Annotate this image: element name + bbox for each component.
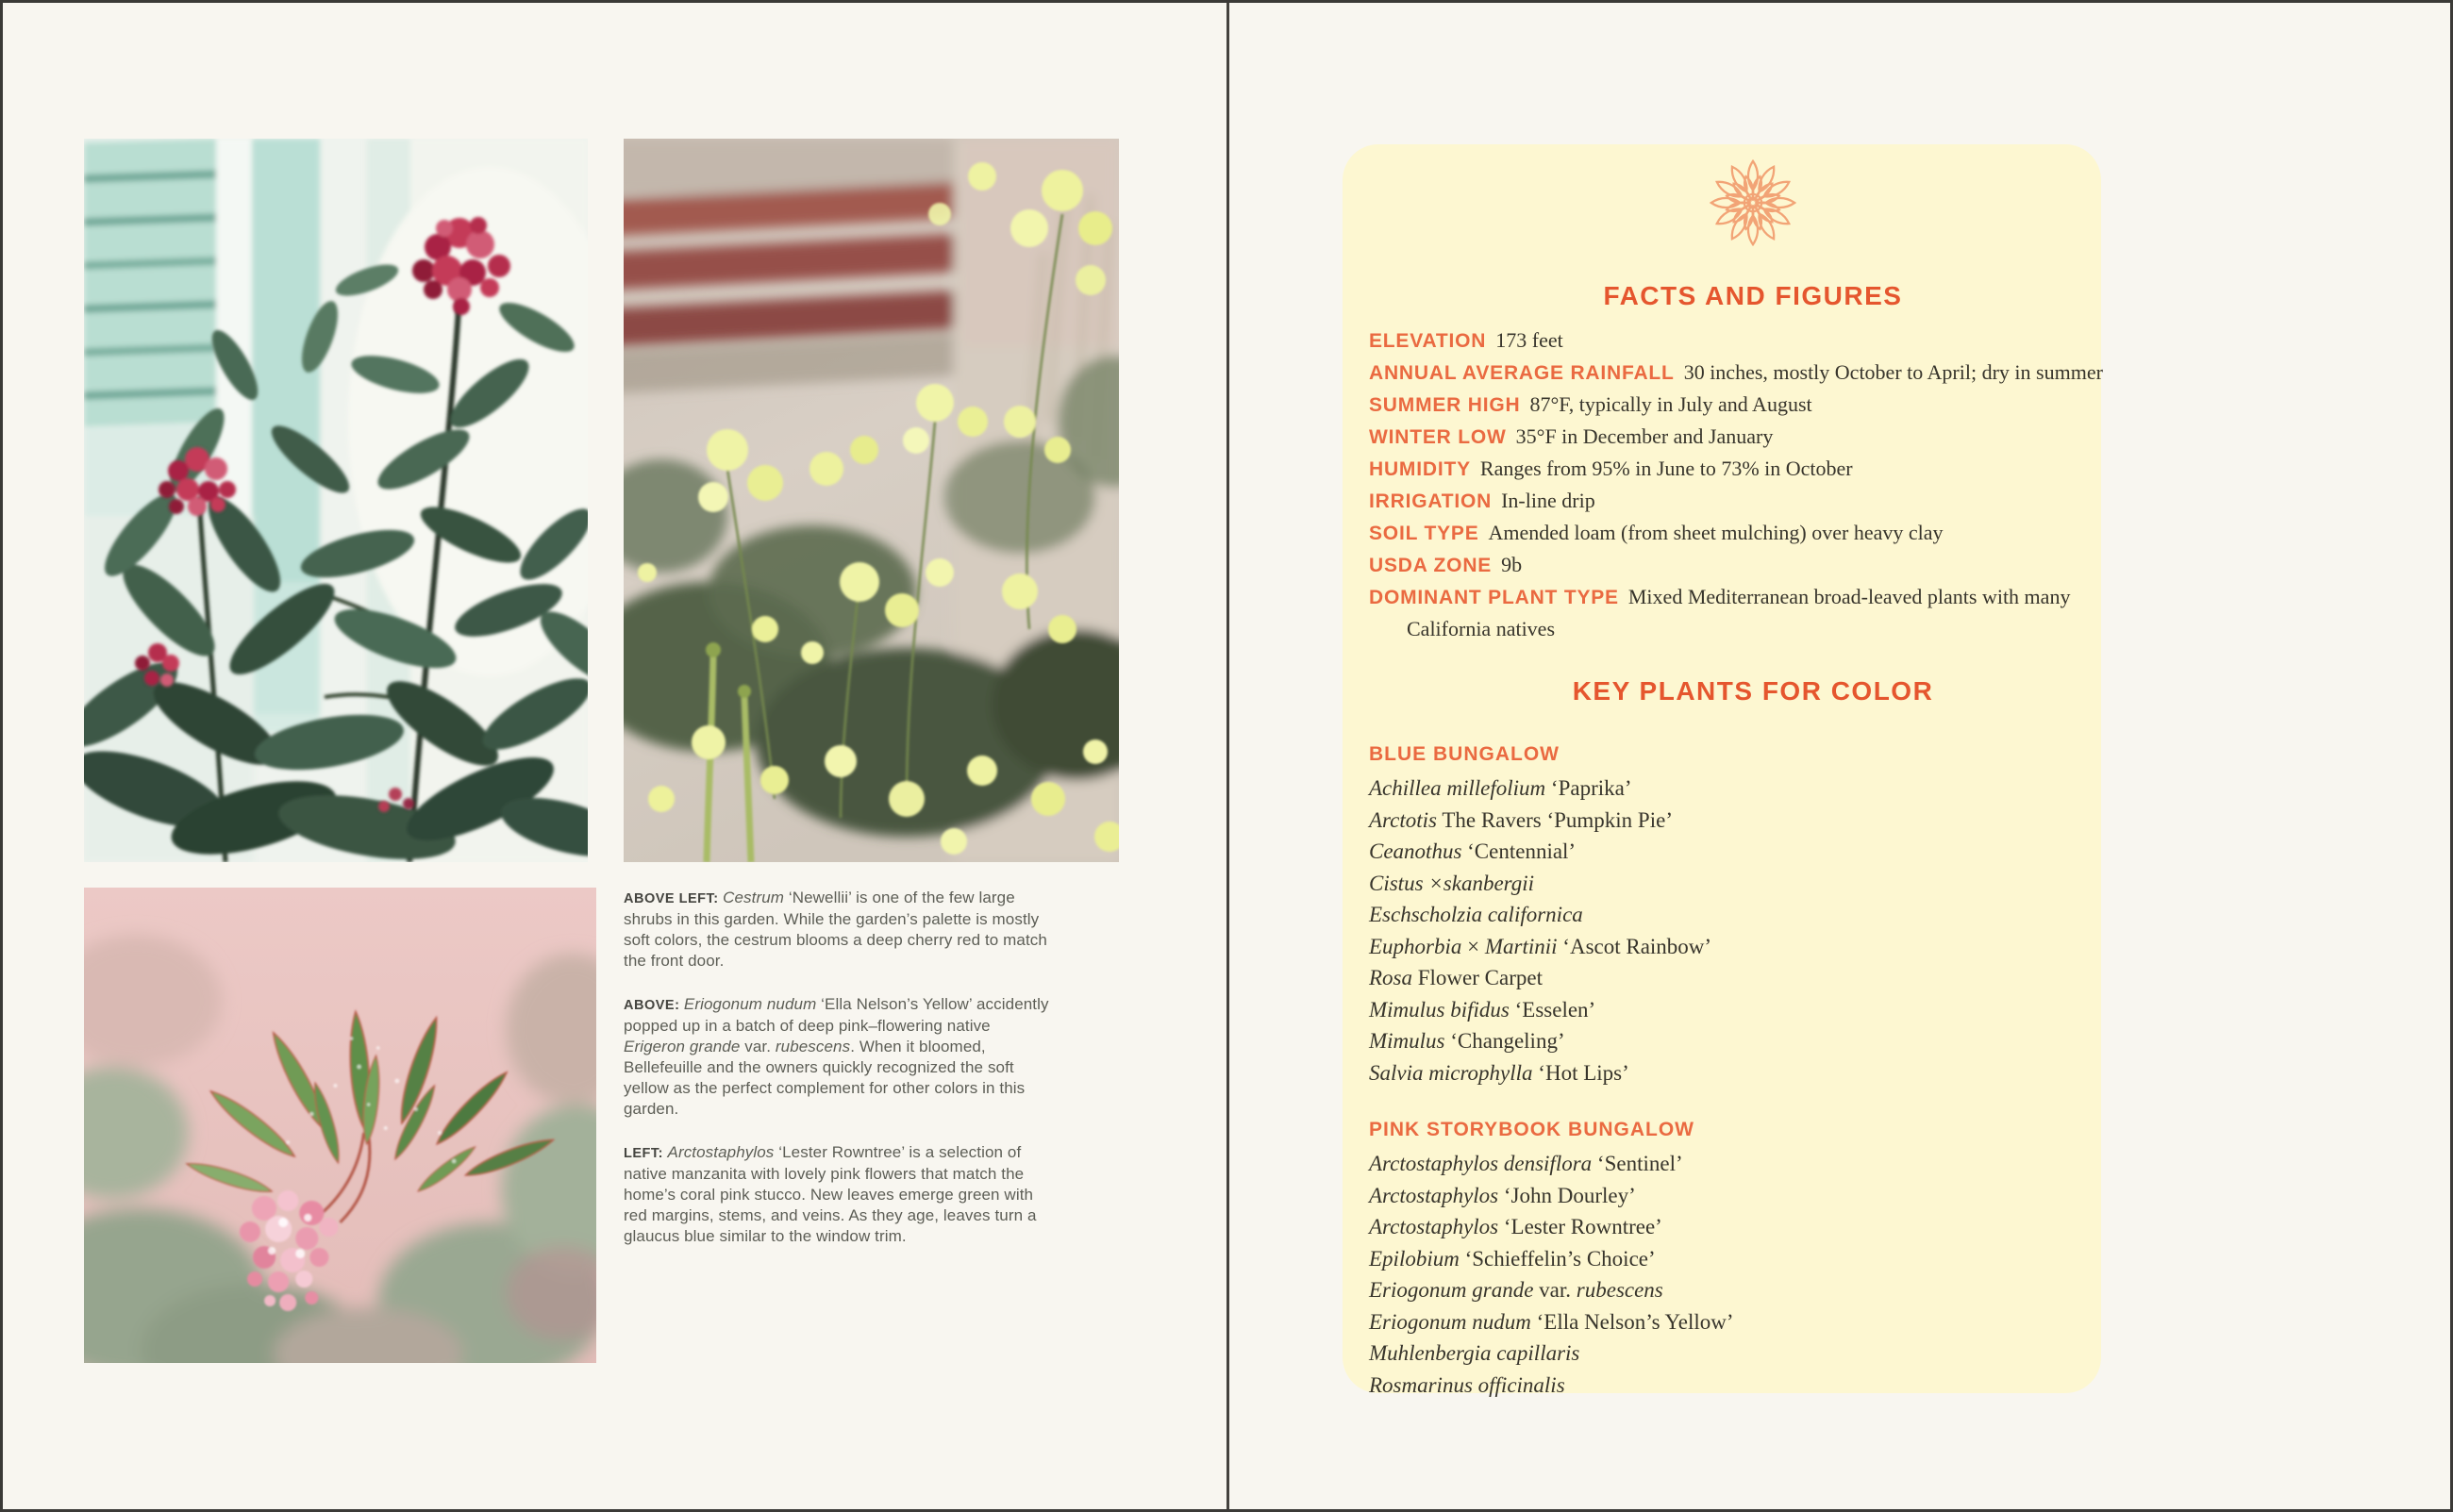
caption-line: shrubs in this garden. While the garden’s palette is mostly xyxy=(624,910,1040,928)
caption-line: native manzanita with lovely pink flowers that match the xyxy=(624,1165,1025,1183)
caption-line: red margins, stems, and veins. As they age, leaves turn a xyxy=(624,1206,1037,1224)
fact-label: SUMMER HIGH xyxy=(1369,394,1521,416)
plant-item: Rosa Flower Carpet xyxy=(1369,966,1543,989)
fact-value: 35°F in December and January xyxy=(1515,424,1774,448)
photo-cestrum-newellii xyxy=(84,139,588,862)
caption-left xyxy=(624,1142,1118,1247)
page-divider xyxy=(1226,3,1229,1512)
fact-label: HUMIDITY xyxy=(1369,458,1471,480)
plant-item: Ceanothus ‘Centennial’ xyxy=(1369,839,1577,863)
plant-item: Cistus ×skanbergii xyxy=(1369,871,1535,895)
fact-value: Ranges from 95% in June to 73% in October xyxy=(1479,457,1853,480)
plant-item: Achillea millefolium ‘Paprika’ xyxy=(1369,776,1632,800)
caption-line: home’s coral pink stucco. New leaves emerge green with xyxy=(624,1186,1034,1204)
plant-item: Rosmarinus officinalis xyxy=(1369,1372,1565,1397)
caption-above-left xyxy=(624,888,1118,972)
plant-item: Mimulus bifidus ‘Esselen’ xyxy=(1369,997,1596,1022)
plant-item: Arctostaphylos densiflora ‘Sentinel’ xyxy=(1369,1152,1683,1175)
panel-icon-row xyxy=(1395,158,2111,248)
caption-line: popped up in a batch of deep pink–flowering native xyxy=(624,1017,991,1035)
plant-item: Muhlenbergia capillaris xyxy=(1369,1341,1580,1365)
fact-value: 30 inches, mostly October to April; dry in summer xyxy=(1683,360,2103,384)
captions-column xyxy=(624,888,1118,1270)
caption-line: LEFT: Arctostaphylos ‘Lester Rowntree’ is a selection of xyxy=(624,1143,1022,1161)
key-plants-title: KEY PLANTS FOR COLOR xyxy=(1572,676,1934,706)
fact-label: ANNUAL AVERAGE RAINFALL xyxy=(1369,362,1675,384)
caption-line: Erigeron grande var. rubescens. When it bloomed, xyxy=(624,1038,986,1055)
fact-value: 87°F, typically in July and August xyxy=(1529,392,1812,416)
caption-line: Bellefeuille and the owners quickly recognized the soft xyxy=(624,1058,1014,1076)
fact-label: DOMINANT PLANT TYPE xyxy=(1369,587,1619,608)
fact-value: 173 feet xyxy=(1495,328,1563,352)
fact-row-irrigation xyxy=(1369,486,2084,518)
plant-list-pink xyxy=(1369,1148,2084,1401)
fact-row-rainfall xyxy=(1369,357,2103,390)
fact-label: WINTER LOW xyxy=(1369,426,1507,448)
plant-item: Epilobium ‘Schieffelin’s Choice’ xyxy=(1369,1246,1656,1271)
plant-item: Eschscholzia californica xyxy=(1369,903,1583,926)
fact-label: USDA ZONE xyxy=(1369,555,1493,576)
flower-mandala-icon xyxy=(1708,158,1798,248)
fact-row-winter-low xyxy=(1369,422,2084,454)
fact-row-usda-zone xyxy=(1369,550,2084,582)
plant-group-label-blue: BLUE BUNGALOW xyxy=(1369,743,1560,765)
caption-line: ABOVE: Eriogonum nudum ‘Ella Nelson’s Yellow’ accidently xyxy=(624,995,1049,1013)
fact-label: ELEVATION xyxy=(1369,330,1487,352)
caption-above xyxy=(624,994,1118,1120)
plant-list-blue xyxy=(1369,773,2084,1088)
plant-group-label-pink: PINK STORYBOOK BUNGALOW xyxy=(1369,1119,1695,1140)
plant-item: Arctostaphylos ‘John Dourley’ xyxy=(1369,1183,1636,1207)
fact-label: IRRIGATION xyxy=(1369,490,1493,512)
caption-line: the front door. xyxy=(624,952,725,970)
fact-value: In-line drip xyxy=(1501,489,1595,512)
fact-row-soil-type xyxy=(1369,518,2084,550)
plant-item: Eriogonum nudum ‘Ella Nelson’s Yellow’ xyxy=(1369,1309,1734,1334)
plant-item: Arctotis The Ravers ‘Pumpkin Pie’ xyxy=(1369,807,1673,832)
caption-line: ABOVE LEFT: Cestrum ‘Newellii’ is one of the few large xyxy=(624,889,1015,906)
caption-line: soft colors, the cestrum blooms a deep cherry red to match xyxy=(624,931,1047,949)
fact-value: Mixed Mediterranean broad-leaved plants with many xyxy=(1627,585,2071,608)
fact-row-elevation xyxy=(1369,325,2084,357)
fact-value: 9b xyxy=(1501,553,1523,576)
eriogonum-photo-art xyxy=(624,139,1119,862)
photo-arctostaphylos-pink xyxy=(84,888,596,1363)
caption-line: yellow as the perfect complement for other colors in this xyxy=(624,1079,1026,1097)
fact-row-summer-high xyxy=(1369,390,2084,422)
plant-item: Mimulus ‘Changeling’ xyxy=(1369,1029,1565,1053)
fact-row-dominant-plant-type xyxy=(1369,582,2084,614)
arctostaphylos-photo-art xyxy=(84,888,596,1363)
facts-list xyxy=(1369,325,2103,643)
fact-value-continued: California natives xyxy=(1407,617,1556,640)
plant-item: Eriogonum grande var. rubescens xyxy=(1369,1278,1663,1302)
fact-label: SOIL TYPE xyxy=(1369,523,1479,544)
facts-title: FACTS AND FIGURES xyxy=(1603,281,1903,310)
plant-item: Euphorbia × Martinii ‘Ascot Rainbow’ xyxy=(1369,934,1712,958)
caption-line: glaucus blue similar to the window trim. xyxy=(624,1227,907,1245)
facts-panel xyxy=(1343,144,2103,1397)
fact-value: Amended loam (from sheet mulching) over heavy clay xyxy=(1488,521,1944,544)
photo-eriogonum-yellow xyxy=(624,139,1119,862)
fact-row-humidity xyxy=(1369,454,2084,486)
plant-item: Salvia microphylla ‘Hot Lips’ xyxy=(1369,1060,1629,1085)
caption-line: garden. xyxy=(624,1100,679,1118)
plant-item: Arctostaphylos ‘Lester Rowntree’ xyxy=(1369,1215,1662,1238)
cestrum-photo-art xyxy=(84,139,588,862)
